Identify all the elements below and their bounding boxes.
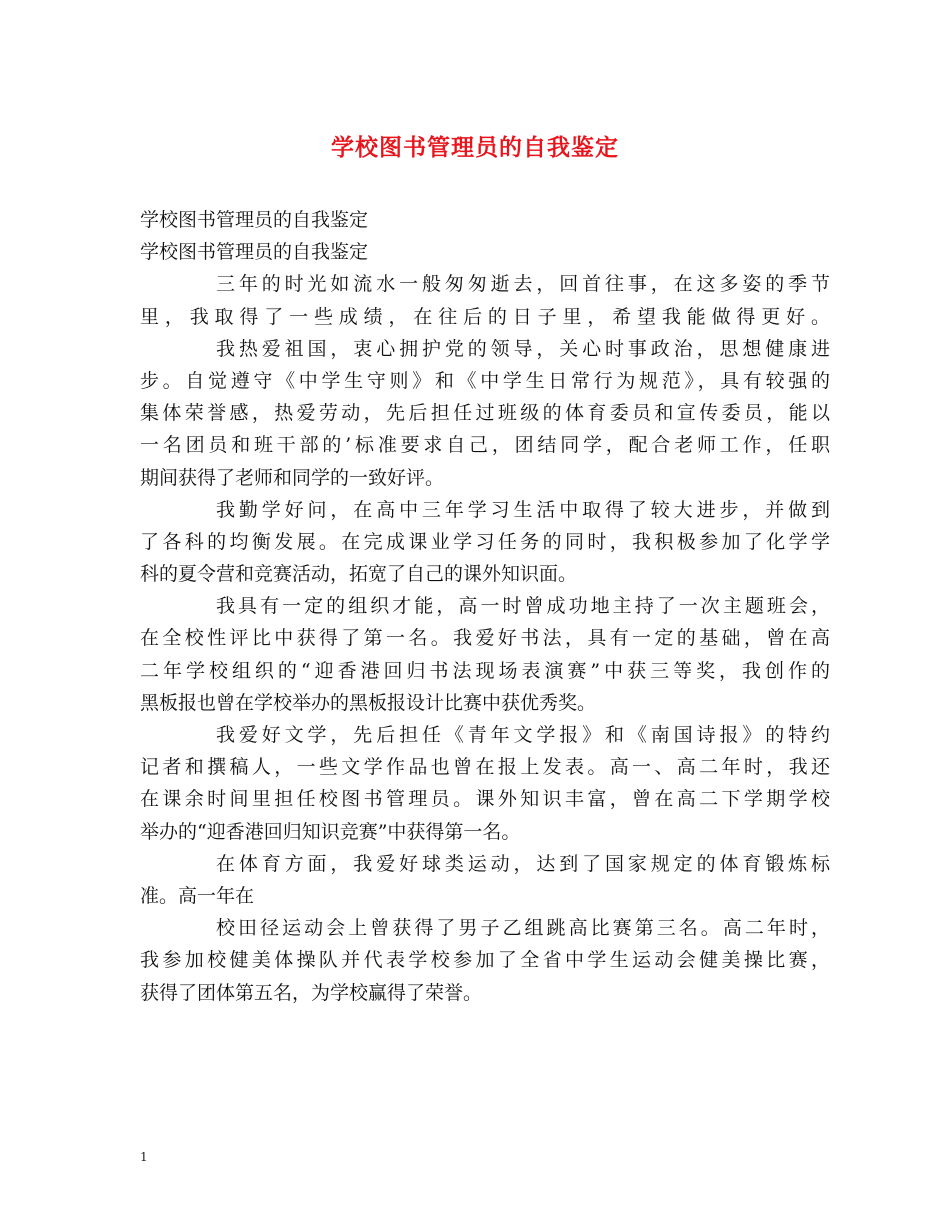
body-line: 学校图书管理员的自我鉴定 xyxy=(140,241,369,264)
body-line: 我热爱祖国，衷心拥护党的领导，关心时事政治，思想健康进 xyxy=(216,337,830,360)
body-line: 校田径运动会上曾获得了男子乙组跳高比赛第三名。高二年时， xyxy=(216,917,830,940)
body-line: 了各科的均衡发展。在完成课业学习任务的同时，我积极参加了化学学 xyxy=(140,530,830,553)
body-line: 我参加校健美体操队并代表学校参加了全省中学生运动会健美操比赛， xyxy=(140,949,830,972)
body-line: 二年学校组织的“迎香港回归书法现场表演赛”中获三等奖，我创作的 xyxy=(140,659,830,682)
body-line: 黑板报也曾在学校举办的黑板报设计比赛中获优秀奖。 xyxy=(140,691,597,714)
body-line: 在体育方面，我爱好球类运动，达到了国家规定的体育锻炼标 xyxy=(216,852,830,875)
document-title: 学校图书管理员的自我鉴定 xyxy=(331,134,619,161)
body-line: 我勤学好问，在高中三年学习生活中取得了较大进步，并做到 xyxy=(216,498,830,521)
body-line: 获得了团体第五名，为学校赢得了荣誉。 xyxy=(140,981,483,1004)
body-line: 期间获得了老师和同学的一致好评。 xyxy=(140,466,445,489)
body-line: 在课余时间里担任校图书管理员。课外知识丰富，曾在高二下学期学校 xyxy=(140,788,830,811)
body-line: 里，我取得了一些成绩，在往后的日子里，希望我能做得更好。 xyxy=(140,305,830,328)
page-number: 1 xyxy=(140,1150,148,1164)
body-line: 记者和撰稿人，一些文学作品也曾在报上发表。高一、高二年时，我还 xyxy=(140,756,830,779)
body-line: 科的夏令营和竞赛活动，拓宽了自己的课外知识面。 xyxy=(140,563,578,586)
body-line: 集体荣誉感，热爱劳动，先后担任过班级的体育委员和宣传委员，能以 xyxy=(140,402,830,425)
body-line: 在全校性评比中获得了第一名。我爱好书法，具有一定的基础，曾在高 xyxy=(140,627,830,650)
body-line: 举办的“迎香港回归知识竞赛”中获得第一名。 xyxy=(140,820,521,843)
body-line: 我具有一定的组织才能，高一时曾成功地主持了一次主题班会， xyxy=(216,595,830,618)
document-body xyxy=(140,204,830,1009)
body-line: 我爱好文学，先后担任《青年文学报》和《南国诗报》的特约 xyxy=(216,724,830,746)
body-line: 学校图书管理员的自我鉴定 xyxy=(140,209,369,231)
body-line: 步。自觉遵守《中学生守则》和《中学生日常行为规范》，具有较强的 xyxy=(140,369,830,392)
body-line: 一名团员和班干部的’标准要求自己，团结同学，配合老师工作，任职 xyxy=(140,434,830,457)
body-line: 三年的时光如流水一般匆匆逝去，回首往事，在这多姿的季节 xyxy=(216,273,830,296)
body-line: 准。高一年在 xyxy=(140,884,255,907)
